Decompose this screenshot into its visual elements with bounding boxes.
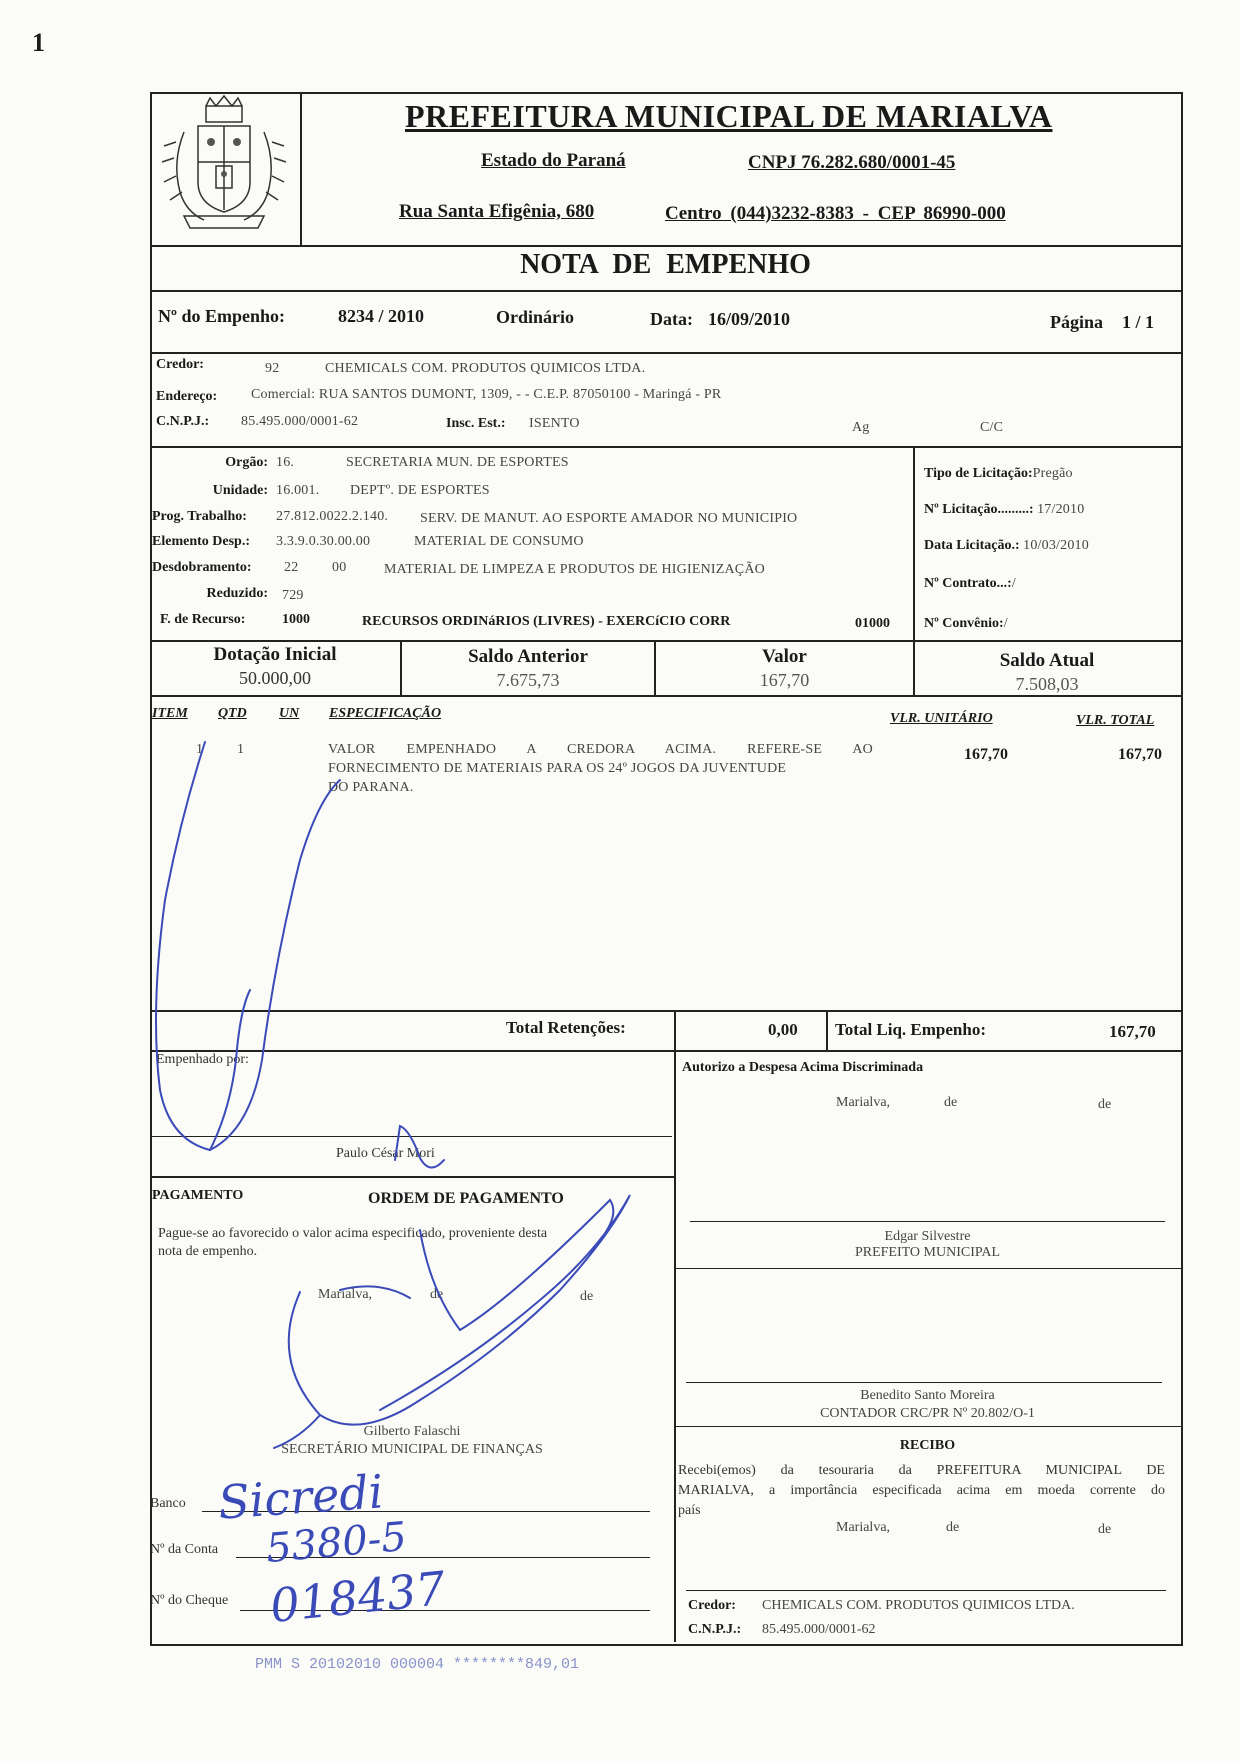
secretario-title: SECRETÁRIO MUNICIPAL DE FINANÇAS bbox=[281, 1442, 543, 1457]
prefeito-name: Edgar Silvestre bbox=[884, 1229, 971, 1244]
credor-address: Comercial: RUA SANTOS DUMONT, 1309, - - C.E.P. 87050100 - Maringá - PR bbox=[251, 387, 722, 402]
insc-est-value: ISENTO bbox=[529, 416, 580, 431]
numero-contrato-label: Nº Contrato...:/ bbox=[924, 576, 1016, 591]
endereco-label: Endereço: bbox=[156, 389, 218, 404]
page-label: Página bbox=[1050, 312, 1104, 332]
orgao-name: SECRETARIA MUN. DE ESPORTES bbox=[346, 455, 569, 470]
item-unit-value: 167,70 bbox=[964, 746, 1008, 763]
recibo-cnpj-label: C.N.P.J.: bbox=[688, 1622, 742, 1637]
empenho-date-label: Data: bbox=[650, 309, 693, 329]
desdobramento-sub: 00 bbox=[332, 560, 347, 575]
autorizo-de1: de bbox=[944, 1095, 958, 1110]
fonte-recurso-number: 01000 bbox=[855, 616, 890, 631]
handwritten-conta: 5380-5 bbox=[264, 1513, 409, 1573]
prog-trabalho-label: Prog. Trabalho: bbox=[152, 509, 247, 524]
tipo-licitacao-label: Tipo de Licitação:Pregão bbox=[924, 466, 1073, 481]
recibo-text-line2: MARIALVA, a importância especificada acima em moeda corrente do bbox=[678, 1483, 1165, 1498]
autorizo-de2: de bbox=[1098, 1097, 1112, 1112]
saldo-atual-label: Saldo Atual bbox=[999, 650, 1095, 671]
fonte-recurso-name: RECURSOS ORDINáRIOS (LIVRES) - EXERCíCIO CORR bbox=[362, 614, 731, 629]
empenhado-por-label: Empenhado por: bbox=[156, 1052, 249, 1067]
valor-value: 167,70 bbox=[759, 670, 810, 690]
empenhado-por-name: Paulo César Mori bbox=[336, 1146, 435, 1161]
secretario-name: Gilberto Falaschi bbox=[363, 1424, 461, 1439]
pagamento-de2: de bbox=[580, 1289, 594, 1304]
saldo-anterior-label: Saldo Anterior bbox=[468, 646, 588, 667]
credor-name: CHEMICALS COM. PRODUTOS QUIMICOS LTDA. bbox=[325, 361, 646, 376]
issuer-contact: Centro (044)3232-8383 - CEP 86990-000 bbox=[665, 203, 1006, 224]
recibo-de2: de bbox=[1098, 1522, 1112, 1537]
item-number: 1 bbox=[196, 742, 204, 757]
numero-convenio-label: Nº Convênio:/ bbox=[924, 616, 1008, 631]
bank-stamp-line: PMM S 20102010 000004 ********849,01 bbox=[255, 1656, 580, 1673]
recibo-text-line1: Recebi(emos) da tesouraria da PREFEITURA MUNICIPAL DE bbox=[678, 1463, 1165, 1478]
pagamento-city: Marialva, bbox=[318, 1287, 373, 1302]
empenho-number-label: Nº do Empenho: bbox=[158, 306, 285, 326]
credor-cnpj-label: C.N.P.J.: bbox=[156, 414, 210, 429]
pagamento-text-line2: nota de empenho. bbox=[158, 1244, 258, 1259]
empenho-type: Ordinário bbox=[496, 307, 575, 327]
page-count: 1 / 1 bbox=[1122, 312, 1155, 332]
recibo-label: RECIBO bbox=[899, 1438, 956, 1453]
pagamento-text-line1: Pague-se ao favorecido o valor acima especificado, proveniente desta bbox=[158, 1226, 548, 1241]
elemento-desp-label: Elemento Desp.: bbox=[152, 534, 250, 549]
orgao-label: Orgão: bbox=[225, 455, 268, 470]
signature-empenho-loop bbox=[156, 742, 340, 1150]
credor-cnpj: 85.495.000/0001-62 bbox=[241, 414, 359, 429]
conta-corrente-label: C/C bbox=[980, 420, 1004, 435]
page-mark: 1 bbox=[32, 28, 45, 57]
total-retencoes-label: Total Retenções: bbox=[506, 1018, 626, 1037]
data-licitacao-label: Data Licitação.: 10/03/2010 bbox=[924, 538, 1089, 553]
valor-label: Valor bbox=[762, 646, 807, 667]
prog-trabalho-code: 27.812.0022.2.140. bbox=[276, 509, 389, 524]
unidade-code: 16.001. bbox=[276, 483, 320, 498]
fonte-recurso-code: 1000 bbox=[282, 612, 310, 627]
recibo-credor-name: CHEMICALS COM. PRODUTOS QUIMICOS LTDA. bbox=[762, 1598, 1075, 1613]
contador-title: CONTADOR CRC/PR Nº 20.802/O-1 bbox=[820, 1406, 1035, 1421]
agencia-label: Ag bbox=[852, 420, 870, 435]
item-total-value: 167,70 bbox=[1118, 746, 1162, 763]
insc-est-label: Insc. Est.: bbox=[446, 416, 506, 431]
signature-paulo bbox=[395, 1126, 444, 1168]
elemento-desp-name: MATERIAL DE CONSUMO bbox=[414, 534, 584, 549]
col-un: UN bbox=[279, 706, 300, 721]
pagamento-de1: de bbox=[430, 1287, 444, 1302]
col-qtd: QTD bbox=[218, 706, 247, 721]
credor-label: Credor: bbox=[156, 357, 204, 372]
issuer-state: Estado do Paraná bbox=[481, 150, 626, 171]
item-quantity: 1 bbox=[237, 742, 245, 757]
reduzido-value: 729 bbox=[282, 588, 304, 603]
banco-label: Banco bbox=[150, 1496, 186, 1511]
handwritten-cheque: 018437 bbox=[267, 1560, 448, 1634]
item-spec-line2: FORNECIMENTO DE MATERIAIS PARA OS 24º JOGOS DA JUVENTUDE bbox=[328, 761, 787, 776]
saldo-anterior-value: 7.675,73 bbox=[496, 670, 560, 690]
recibo-city: Marialva, bbox=[836, 1520, 891, 1535]
autorizo-city: Marialva, bbox=[836, 1095, 891, 1110]
prefeito-title: PREFEITO MUNICIPAL bbox=[854, 1245, 1001, 1260]
desdobramento-label: Desdobramento: bbox=[152, 560, 252, 575]
reduzido-label: Reduzido: bbox=[206, 586, 268, 601]
prog-trabalho-name: SERV. DE MANUT. AO ESPORTE AMADOR NO MUNICIPIO bbox=[420, 511, 798, 526]
dotacao-inicial-label: Dotação Inicial bbox=[213, 644, 337, 665]
numero-licitacao-label: Nº Licitação.........: 17/2010 bbox=[924, 502, 1085, 517]
col-especificacao: ESPECIFICAÇÃO bbox=[329, 706, 442, 721]
total-retencoes-value: 0,00 bbox=[768, 1020, 798, 1039]
conta-label: Nº da Conta bbox=[150, 1542, 219, 1557]
dotacao-inicial-value: 50.000,00 bbox=[239, 668, 311, 688]
recibo-cnpj: 85.495.000/0001-62 bbox=[762, 1622, 876, 1637]
cheque-label: Nº do Cheque bbox=[150, 1593, 229, 1608]
unidade-name: DEPTº. DE ESPORTES bbox=[350, 483, 490, 498]
document-title: NOTA DE EMPENHO bbox=[520, 249, 811, 280]
col-valor-total: VLR. TOTAL bbox=[1076, 713, 1155, 728]
fonte-recurso-label: F. de Recurso: bbox=[160, 612, 246, 627]
col-item: ITEM bbox=[152, 706, 188, 721]
pagamento-label: PAGAMENTO bbox=[152, 1188, 244, 1203]
handwritten-banco: Sicredi bbox=[216, 1464, 386, 1530]
unidade-label: Unidade: bbox=[212, 483, 268, 498]
orgao-code: 16. bbox=[276, 455, 295, 470]
issuer-cnpj: CNPJ 76.282.680/0001-45 bbox=[748, 152, 956, 173]
recibo-text-line3: país bbox=[678, 1503, 701, 1518]
contador-name: Benedito Santo Moreira bbox=[860, 1388, 995, 1403]
saldo-atual-value: 7.508,03 bbox=[1015, 674, 1079, 694]
credor-code: 92 bbox=[265, 361, 280, 376]
desdobramento-code: 22 bbox=[284, 560, 299, 575]
issuer-address: Rua Santa Efigênia, 680 bbox=[399, 201, 595, 222]
col-valor-unitario: VLR. UNITÁRIO bbox=[890, 711, 993, 726]
ordem-pagamento-label: ORDEM DE PAGAMENTO bbox=[368, 1190, 564, 1207]
recibo-de1: de bbox=[946, 1520, 960, 1535]
issuer-title: PREFEITURA MUNICIPAL DE MARIALVA bbox=[405, 98, 1053, 134]
empenho-date: 16/09/2010 bbox=[708, 309, 791, 329]
total-liquido-value: 167,70 bbox=[1109, 1022, 1156, 1041]
autorizo-label: Autorizo a Despesa Acima Discriminada bbox=[682, 1060, 924, 1075]
elemento-desp-code: 3.3.9.0.30.00.00 bbox=[276, 534, 371, 549]
total-liquido-label: Total Liq. Empenho: bbox=[835, 1020, 986, 1039]
item-spec-line3: DO PARANA. bbox=[328, 780, 414, 795]
empenho-number: 8234 / 2010 bbox=[338, 306, 425, 326]
recibo-credor-label: Credor: bbox=[688, 1598, 736, 1613]
signature-gilberto bbox=[289, 1195, 630, 1425]
desdobramento-name: MATERIAL DE LIMPEZA E PRODUTOS DE HIGIENIZAÇÃO bbox=[384, 562, 765, 577]
item-spec-line1: VALOR EMPENHADO A CREDORA ACIMA. REFERE-SE AO bbox=[328, 742, 873, 757]
